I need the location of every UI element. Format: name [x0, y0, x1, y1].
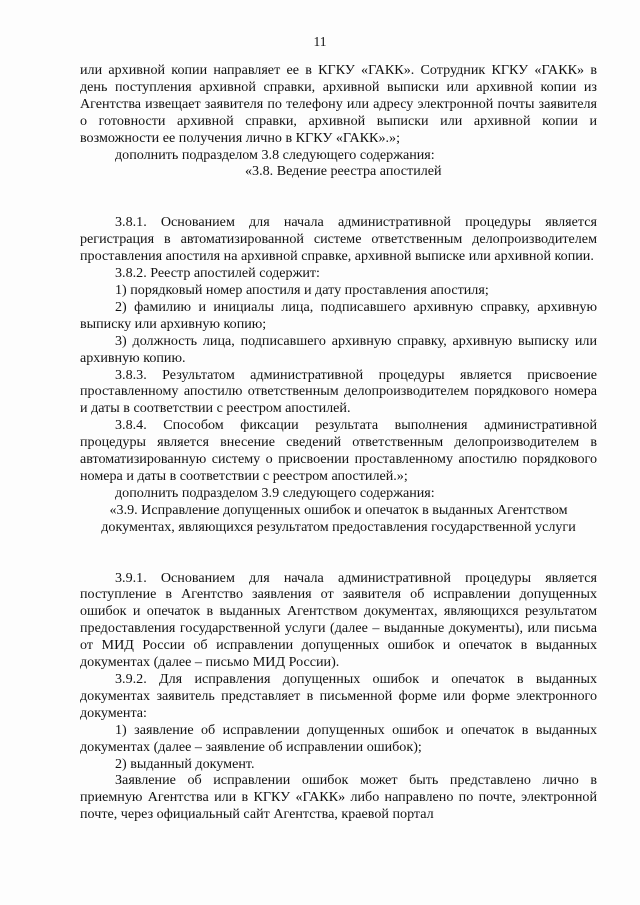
- list-item: 3) должность лица, подписавшего архивную справку, архивную выписку или архивную копию.: [80, 332, 597, 366]
- paragraph: 3.8.3. Результатом административной процедуры является присвоение проставленному апостилю ответственным делопроизводителем порядкового номера и даты в соответствии с реестром апостилей.: [80, 366, 597, 417]
- paragraph: дополнить подразделом 3.8 следующего содержания:: [115, 146, 435, 163]
- spacer: [80, 536, 597, 570]
- paragraph: Заявление об исправлении ошибок может быть представлено лично в приемную Агентства или в КГКУ «ГАКК» либо направлено по почте, электронной почте, через официальный сайт Агентства, краевой портал: [80, 772, 597, 823]
- list-item: 2) фамилию и инициалы лица, подписавшего архивную справку, архивную выписку или архивную копию;: [80, 298, 597, 332]
- list-item: 2) выданный документ.: [115, 755, 255, 772]
- section-heading: «3.9. Исправление допущенных ошибок и опечаток в выданных Агентством документах, являющихся результатом предоставления государственной услуги: [101, 501, 576, 535]
- section-heading: «3.8. Ведение реестра апостилей: [245, 163, 442, 180]
- paragraph: 3.8.4. Способом фиксации результата выполнения административной процедуры является внесение сведений ответственным делопроизводителем в автоматизированную систему о присвоении проставленному апостилю порядкового номера и даты в соответствии с реестром апостилей.»;: [80, 417, 597, 484]
- list-item: 1) порядковый номер апостиля и дату проставления апостиля;: [115, 281, 489, 298]
- paragraph: 3.9.2. Для исправления допущенных ошибок и опечаток в выданных документах заявитель представляет в письменной форме или форме электронного документа:: [80, 671, 597, 721]
- list-item: 1) заявление об исправлении допущенных ошибок и опечаток в выданных документах (далее – заявление об исправлении ошибок);: [80, 721, 597, 755]
- paragraph: 3.8.1. Основанием для начала административной процедуры является регистрация в автоматизированной системе ответственным делопроизводителем проставления апостиля на архивной справке, архивной выписке или архивной копии.: [80, 214, 597, 265]
- paragraph: или архивной копии направляет ее в КГКУ «ГАКК». Сотрудник КГКУ «ГАКК» в день поступления архивной справки, архивной выписки или архивной копии из Агентства извещает заявителя по телефону или адресу электронной почты заявителя о готовности архивной справки, архивной выписки или архивной копии и возможности ее получения лично в КГКУ «ГАКК».»;: [80, 62, 597, 146]
- page-number: 11: [313, 34, 327, 49]
- spacer: [80, 180, 597, 214]
- paragraph: 3.9.1. Основанием для начала административной процедуры является поступление в Агентство заявления от заявителя об исправлении допущенных ошибок и опечаток в выданных Агентством документах, являющихся результатом предоставления государственной услуги (далее – выданные документы), или письма от МИД России об исправлении допущенных ошибок и опечаток в выданных документах (далее – письмо МИД России).: [80, 569, 597, 671]
- paragraph: 3.8.2. Реестр апостилей содержит:: [115, 265, 320, 282]
- document-body: [80, 62, 597, 823]
- paragraph: дополнить подразделом 3.9 следующего содержания:: [115, 484, 435, 501]
